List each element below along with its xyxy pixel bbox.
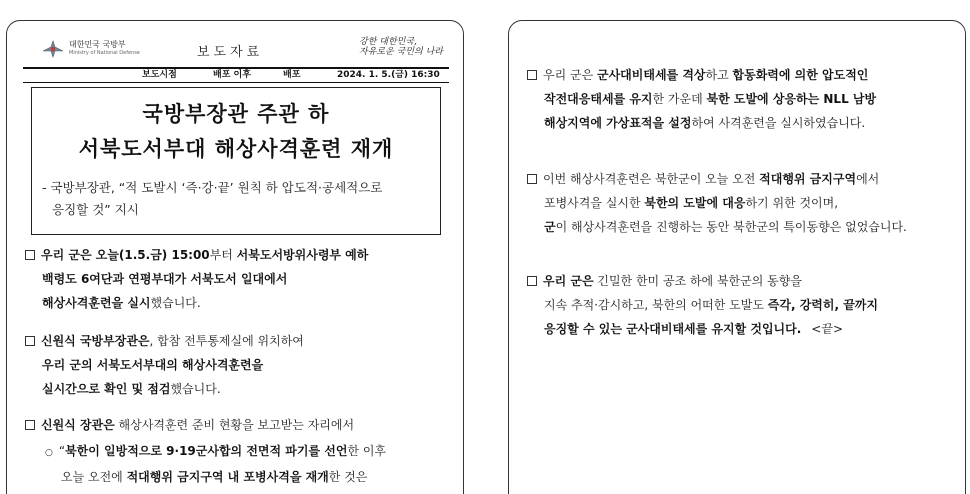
r1-text: 한 가운데: [652, 92, 707, 106]
p3-text: 해상사격훈련 준비 현황을 보고받는 자리에서: [114, 418, 355, 432]
p3b-text: 오늘 오전에: [61, 470, 127, 484]
checkbox-bullet-icon: [527, 70, 537, 80]
release-dist-label: 배포: [283, 70, 301, 80]
r1-text: 작전대응태세를 유지: [544, 92, 653, 106]
r1-text: 합동화력에 의한 압도적인: [732, 68, 869, 82]
r1-text: 군사대비태세를 격상: [597, 68, 706, 82]
r3-text: 즉각, 강력히, 끝까지: [767, 298, 878, 312]
p1-text: 부터: [209, 248, 237, 262]
r2-text: 에서: [856, 172, 880, 186]
mnd-logo: [41, 39, 140, 59]
checkbox-bullet-icon: [527, 174, 537, 184]
p3-text: 신원식 장관은: [41, 418, 115, 432]
r2-text: 북한의 도발에 대응: [644, 196, 746, 210]
page-left: [6, 20, 464, 494]
org-name: 대한민국 국방부: [69, 40, 126, 49]
circle-bullet-icon: ○: [45, 448, 53, 458]
r1-text: 북한 도발에 상응하는 NLL 남방: [706, 92, 877, 106]
checkbox-bullet-icon: [25, 250, 35, 260]
slogan-line-1: 강한 대한민국,: [359, 37, 417, 47]
p1-text: 서북도서방위사령부 예하: [236, 248, 369, 262]
org-sub: Ministry of National Defense: [69, 50, 140, 56]
slogan: [359, 37, 443, 57]
release-date: 2024. 1. 5.(금) 16:30: [337, 70, 440, 80]
paragraph-3: [25, 413, 354, 437]
r3-text: 지속 추적·감시하고, 북한의 어떠한 도발도: [544, 298, 768, 312]
paragraph-6: [527, 269, 878, 341]
paragraph-5: [527, 167, 907, 239]
headline-line-1: 국방부장관 주관 하: [142, 102, 330, 126]
p3b-text: 적대행위 금지구역 내 포병사격을 재개: [126, 470, 329, 484]
document-header: [23, 35, 449, 65]
p1-text: 우리 군은 오늘(1.5.금) 15:00: [41, 248, 210, 262]
p3b-text: “: [58, 444, 66, 458]
p3b-text: 북한이 일방적으로 9·19군사합의 전면적 파기를 선언: [65, 444, 348, 458]
paragraph-2: [25, 329, 304, 401]
checkbox-bullet-icon: [25, 420, 35, 430]
p2-text: 실시간으로 확인 및 점검: [42, 382, 171, 396]
r2-text: 포병사격을 실시한: [544, 196, 645, 210]
r3-text: 응징할 수 있는 군사대비태세를 유지할 것입니다.: [544, 322, 802, 336]
r1-text: 하여 사격훈련을 실시하였습니다.: [691, 116, 866, 130]
p1-text: 해상사격훈련을 실시: [42, 296, 151, 310]
mnd-emblem-icon: [41, 39, 65, 59]
r2-text: 하기 위한 것이며,: [745, 196, 839, 210]
release-info-row: [23, 66, 449, 80]
end-mark: <끝>: [811, 322, 843, 336]
headline-line-2: 서북도서부대 해상사격훈련 재개: [78, 137, 394, 161]
r2-text: 군: [544, 220, 556, 234]
paragraph-4: [527, 63, 876, 135]
p1-text: 했습니다.: [150, 296, 201, 310]
doc-type-title: 보도자료: [197, 45, 264, 60]
release-label: 보도시점: [142, 70, 177, 80]
paragraph-3-sub: [45, 439, 386, 489]
checkbox-bullet-icon: [25, 336, 35, 346]
page-right: [508, 20, 966, 494]
p1-text: 백령도 6여단과 연평부대가 서북도서 일대에서: [42, 272, 288, 286]
r1-text: 우리 군은: [543, 68, 597, 82]
r2-text: 적대행위 금지구역: [759, 172, 857, 186]
r3-text: 긴밀한 한미 공조 하에 북한군의 동향을: [593, 274, 802, 288]
release-divider: [23, 82, 449, 83]
r2-text: 이 해상사격훈련을 진행하는 동안 북한군의 특이동향은 없었습니다.: [555, 220, 907, 234]
paragraph-1: [25, 243, 368, 315]
p2-text: 우리 군의 서북도서부대의 해상사격훈련을: [42, 358, 264, 372]
p2-text: 했습니다.: [170, 382, 221, 396]
p3b-text: 한 이후: [347, 444, 387, 458]
subtitle-line-1: - 국방부장관, “적 도발시 ‘즉·강·끝’ 원칙 하 압도적·공세적으로: [42, 180, 383, 195]
title-box: [31, 87, 441, 235]
slogan-line-2: 자유로운 국민의 나라: [359, 47, 443, 57]
subtitle-line-2: 응징할 것” 지시: [52, 202, 139, 217]
r3-text: 우리 군은: [543, 274, 594, 288]
p2-text: , 합참 전투통제실에 위치하여: [149, 334, 304, 348]
release-embargo: 배포 이후: [213, 70, 251, 80]
r1-text: 하고: [705, 68, 733, 82]
p3b-text: 한 것은: [328, 470, 368, 484]
checkbox-bullet-icon: [527, 276, 537, 286]
p2-text: 신원식 국방부장관은: [41, 334, 150, 348]
r1-text: 해상지역에 가상표적을 설정: [544, 116, 692, 130]
subtitle: [42, 177, 432, 221]
r2-text: 이번 해상사격훈련은 북한군이 오늘 오전: [543, 172, 760, 186]
